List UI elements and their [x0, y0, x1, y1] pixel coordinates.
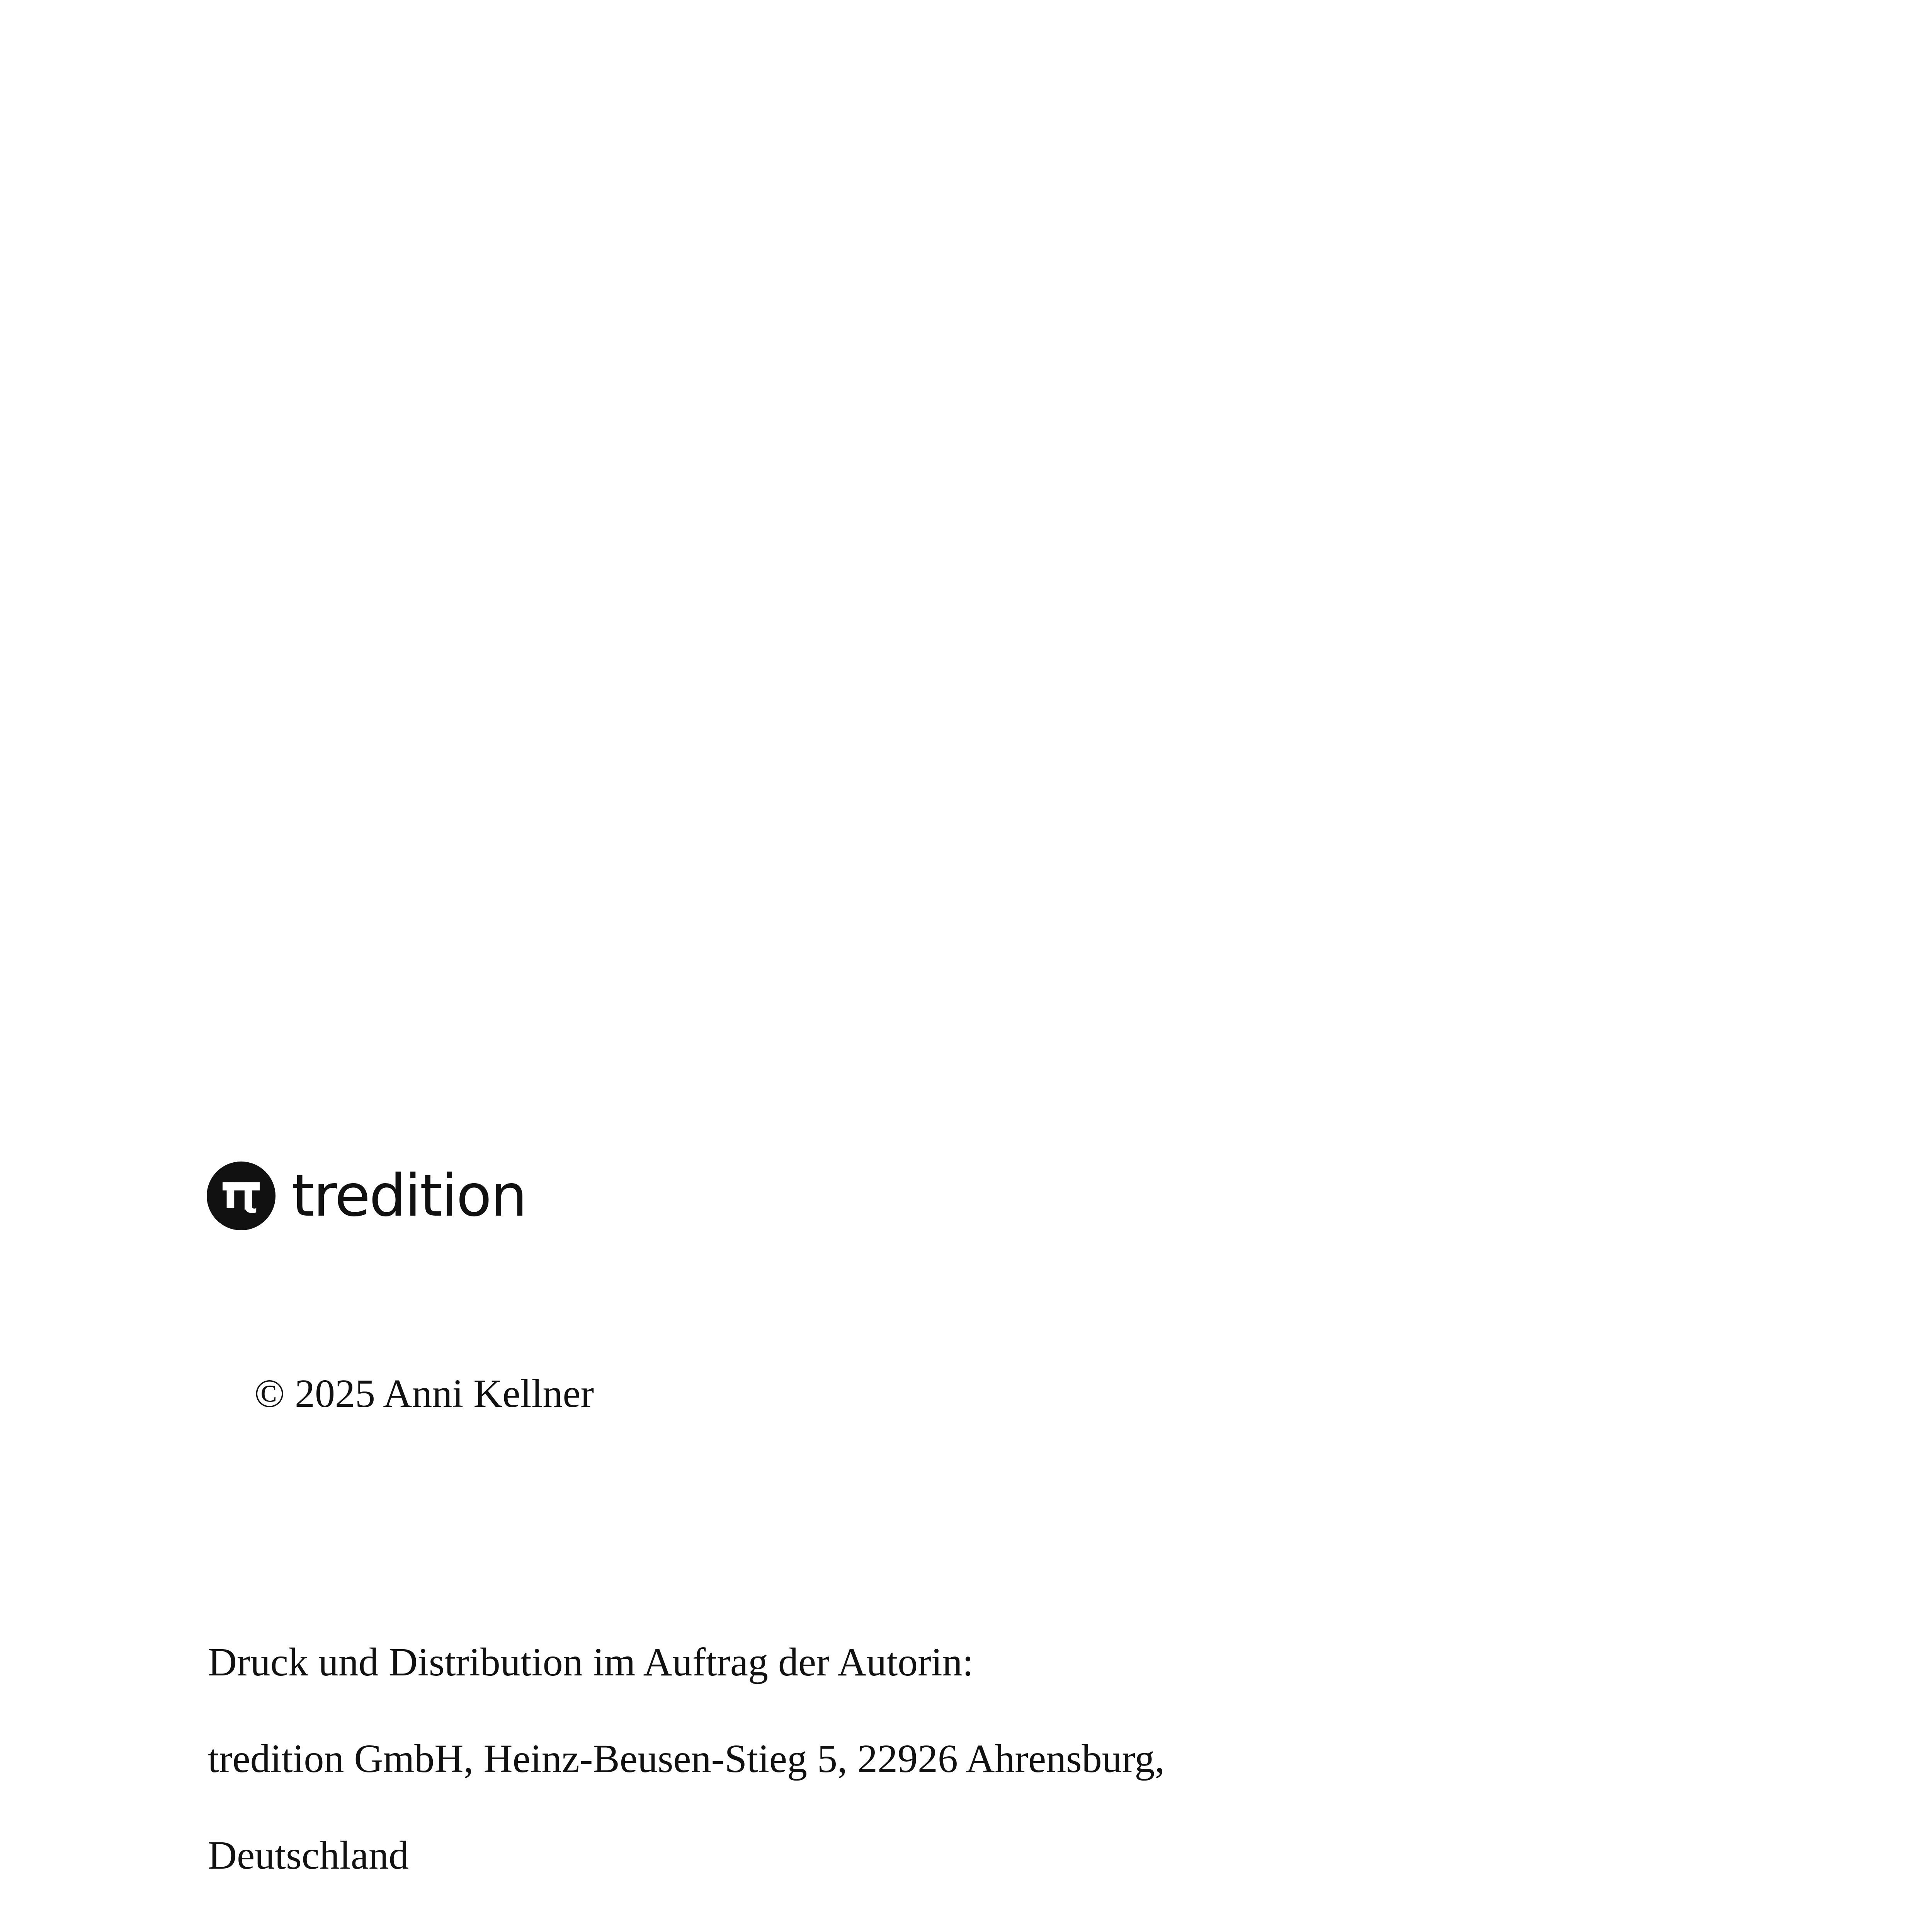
imprint-line: tredition GmbH, Heinz-Beusen-Stieg 5, 22926 Ahrensburg,: [208, 1736, 1165, 1781]
publisher-logo: [207, 1157, 526, 1235]
imprint-line: Deutschland: [208, 1833, 409, 1878]
logo-wordmark: tredition: [292, 1162, 526, 1230]
imprint-line: Druck und Distribution im Auftrag der Autorin:: [208, 1640, 974, 1684]
copyright-notice: © 2025 Anni Kellner: [254, 1371, 594, 1416]
tredition-logo-icon: [207, 1162, 276, 1230]
